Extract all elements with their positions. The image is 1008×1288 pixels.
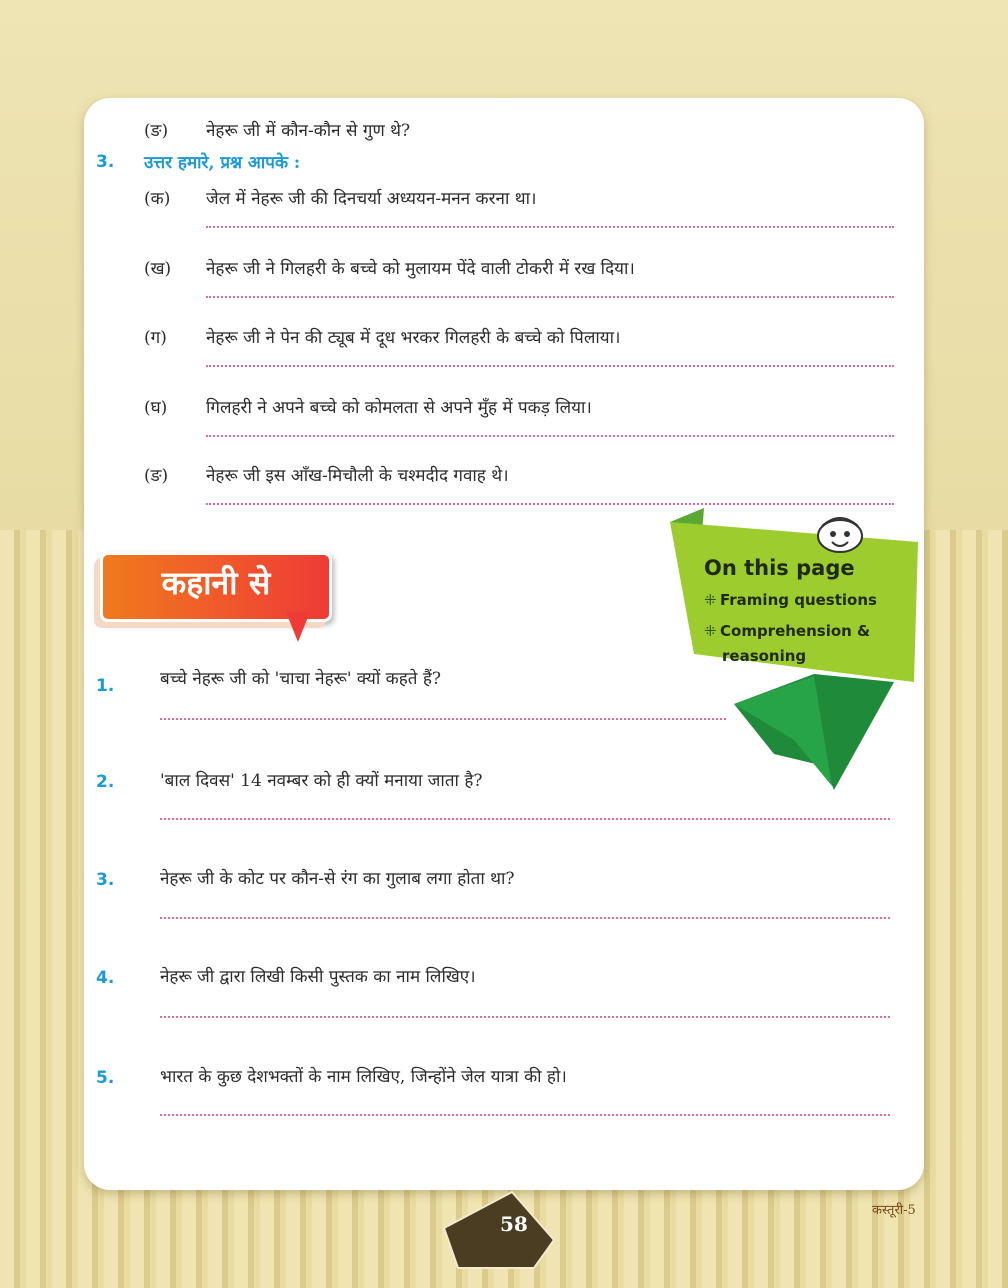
- answer-line[interactable]: [206, 365, 894, 367]
- answer-line[interactable]: [160, 917, 890, 919]
- item-letter: (क): [144, 189, 171, 209]
- note-item: reasoning: [722, 647, 807, 665]
- prev-item-letter: (ङ): [144, 121, 169, 141]
- answer-line[interactable]: [206, 435, 894, 437]
- item-text: नेहरू जी ने गिलहरी के बच्चे को मुलायम पेंदे वाली टोकरी में रख दिया।: [206, 259, 635, 279]
- item-letter: (ग): [144, 328, 167, 348]
- item-text: जेल में नेहरू जी की दिनचर्या अध्ययन-मनन करना था।: [206, 189, 537, 209]
- item-letter: (ख): [144, 259, 172, 279]
- answer-line[interactable]: [160, 1016, 890, 1018]
- question-number: 4.: [96, 968, 115, 988]
- question-number: 2.: [96, 772, 115, 792]
- note-item: Comprehension &: [720, 622, 871, 640]
- item-text: गिलहरी ने अपने बच्चे को कोमलता से अपने मुँह में पकड़ लिया।: [206, 398, 592, 418]
- prev-item-text: नेहरू जी में कौन-कौन से गुण थे?: [206, 121, 411, 141]
- answer-line[interactable]: [160, 1114, 890, 1116]
- note-item: Framing questions: [720, 591, 877, 609]
- item-letter: (ङ): [144, 466, 169, 486]
- answer-line[interactable]: [160, 718, 726, 720]
- question-text: बच्चे नेहरू जी को 'चाचा नेहरू' क्यों कहते हैं?: [160, 669, 441, 689]
- question-text: नेहरू जी द्वारा लिखी किसी पुस्तक का नाम लिखिए।: [160, 967, 476, 987]
- answer-line[interactable]: [206, 226, 894, 228]
- question-number: 5.: [96, 1068, 115, 1088]
- page-number: 58: [500, 1212, 528, 1236]
- bullet-icon: ⁜: [704, 622, 717, 640]
- question-number: 3.: [96, 870, 115, 890]
- question-text: 'बाल दिवस' 14 नवम्बर को ही क्यों मनाया जाता है?: [160, 771, 483, 791]
- series-name: कस्तूरी-5: [872, 1203, 916, 1218]
- item-letter: (घ): [144, 398, 168, 418]
- page-number-badge: [440, 1188, 558, 1272]
- answer-line[interactable]: [206, 296, 894, 298]
- banner-tail: [286, 612, 310, 642]
- question-text: नेहरू जी के कोट पर कौन-से रंग का गुलाब लगा होता था?: [160, 869, 515, 889]
- section3-number: 3.: [96, 152, 115, 172]
- section3-heading: उत्तर हमारे, प्रश्न आपके :: [144, 153, 301, 173]
- answer-line[interactable]: [160, 818, 890, 820]
- item-text: नेहरू जी इस आँख-मिचौली के चश्मदीद गवाह थे।: [206, 466, 509, 486]
- question-text: भारत के कुछ देशभक्तों के नाम लिखिए, जिन्होंने जेल यात्रा की हो।: [160, 1067, 567, 1087]
- smiley-face-icon: [818, 518, 862, 552]
- note-title: On this page: [704, 556, 855, 580]
- banner-title: कहानी से: [161, 564, 271, 602]
- bullet-icon: ⁜: [704, 591, 717, 609]
- question-number: 1.: [96, 676, 115, 696]
- item-text: नेहरू जी ने पेन की ट्यूब में दूध भरकर गिलहरी के बच्चे को पिलाया।: [206, 328, 621, 348]
